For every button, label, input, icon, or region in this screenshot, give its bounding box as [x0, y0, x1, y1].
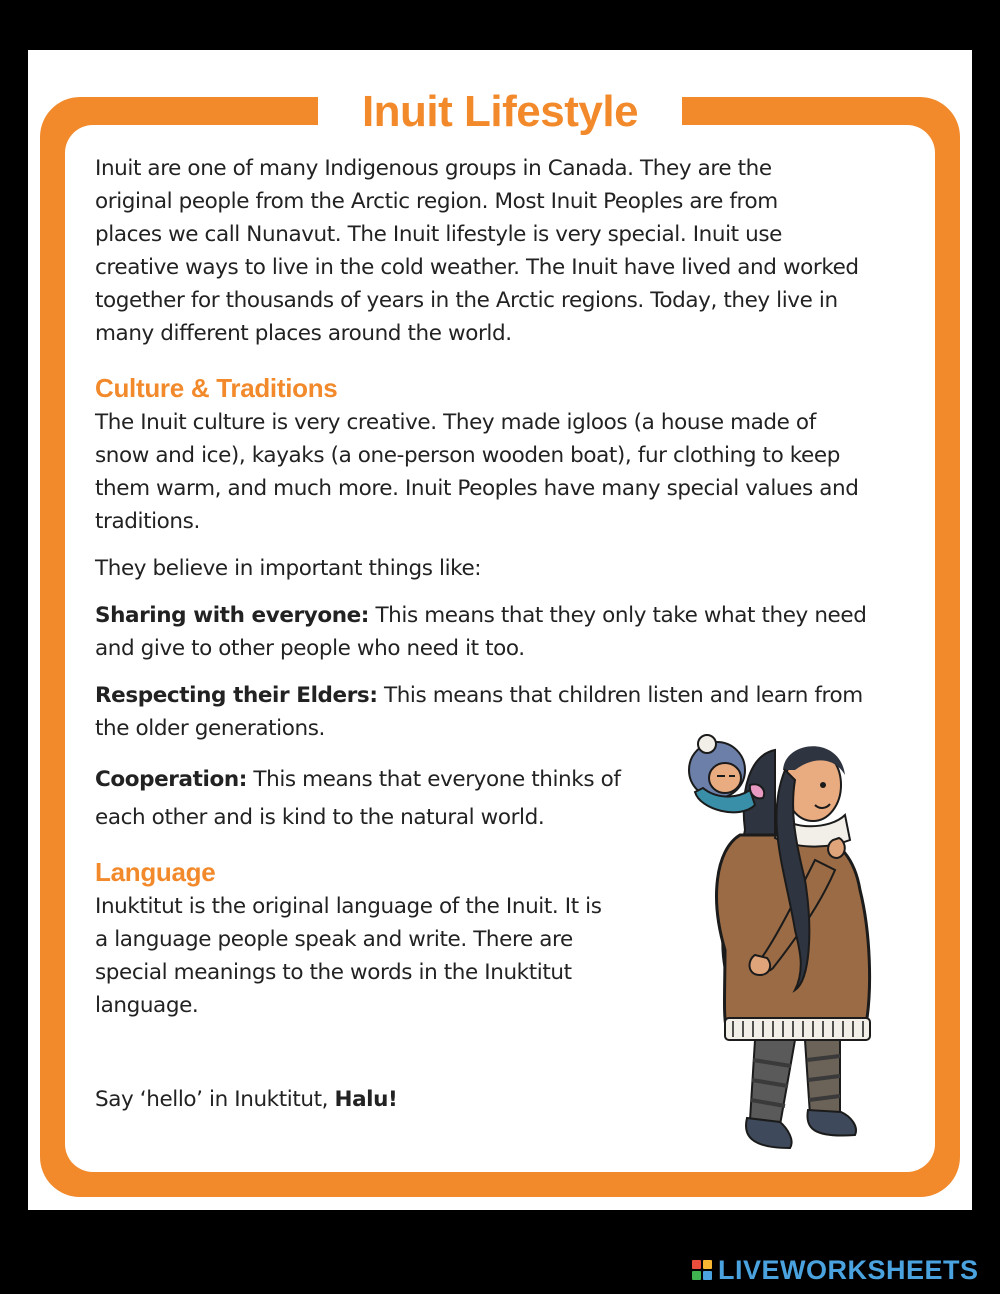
value-desc: This means that children listen and learn from [377, 683, 863, 708]
logo-text: LIVEWORKSHEETS [718, 1255, 979, 1285]
intro-line-5: together for thousands of years in the Arctic regions. Today, they live in [95, 288, 838, 313]
value-sharing [95, 599, 866, 632]
value-term: Respecting their Elders: [95, 683, 378, 708]
hello-word: Halu! [334, 1087, 398, 1112]
hello-line [95, 1083, 397, 1116]
believe-line: They believe in important things like: [95, 556, 482, 581]
intro-line-3: places we call Nunavut. The Inuit lifestyle is very special. Inuit use [95, 222, 782, 247]
value-elders-cont: the older generations. [95, 716, 325, 741]
intro-line-1: Inuit are one of many Indigenous groups in Canada. They are the [95, 156, 772, 181]
logo-mark-icon [692, 1260, 712, 1280]
value-term: Cooperation: [95, 767, 247, 792]
language-line-4: language. [95, 993, 199, 1018]
value-term: Sharing with everyone: [95, 603, 370, 628]
liveworksheets-logo[interactable] [692, 1254, 979, 1286]
language-line-3: special meanings to the words in the Inuktitut [95, 960, 572, 985]
value-cooperation-cont: each other and is kind to the natural world. [95, 805, 545, 830]
value-desc: This means that they only take what they need [369, 603, 867, 628]
intro-line-6: many different places around the world. [95, 321, 512, 346]
culture-line-2: snow and ice), kayaks (a one-person wooden boat), fur clothing to keep [95, 443, 840, 468]
culture-line-4: traditions. [95, 509, 200, 534]
value-cooperation [95, 763, 621, 796]
culture-line-1: The Inuit culture is very creative. They made igloos (a house made of [95, 410, 816, 435]
hello-prefix: Say ‘hello’ in Inuktitut, [95, 1087, 335, 1112]
culture-line-3: them warm, and much more. Inuit Peoples have many special values and [95, 476, 859, 501]
page-title: Inuit Lifestyle [361, 87, 639, 136]
language-heading: Language [95, 857, 216, 887]
value-sharing-cont: and give to other people who need it too. [95, 636, 525, 661]
intro-line-2: original people from the Arctic region. Most Inuit Peoples are from [95, 189, 778, 214]
inuit-woman-illustration [655, 730, 895, 1155]
value-desc: This means that everyone thinks of [246, 767, 621, 792]
intro-line-4: creative ways to live in the cold weather. The Inuit have lived and worked [95, 255, 859, 280]
language-line-2: a language people speak and write. There are [95, 927, 573, 952]
culture-heading: Culture & Traditions [95, 373, 338, 403]
value-elders [95, 679, 863, 712]
language-line-1: Inuktitut is the original language of the Inuit. It is [95, 894, 602, 919]
